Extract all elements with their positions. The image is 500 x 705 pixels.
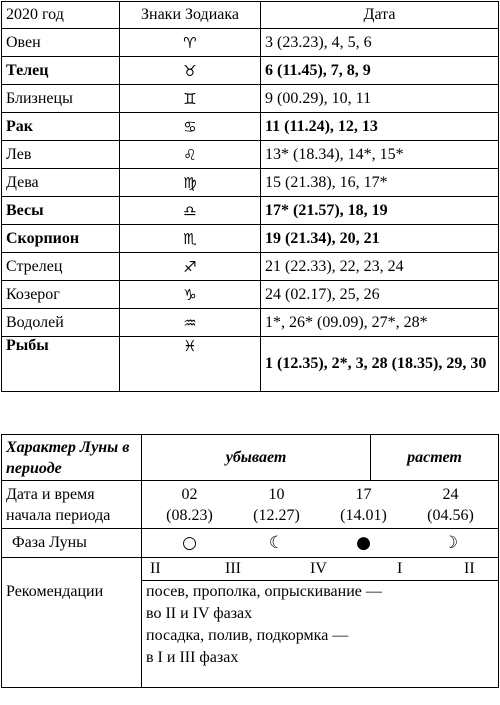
moon-dates-cell bbox=[142, 481, 499, 529]
moon-phase-table bbox=[1, 434, 499, 688]
zodiac-sign-name: Близнецы bbox=[2, 85, 120, 113]
moon-date-time: (08.23) bbox=[166, 506, 213, 524]
moon-phase-number: II bbox=[464, 560, 475, 577]
moon-date-day: 02 bbox=[181, 485, 198, 503]
zodiac-row bbox=[2, 225, 499, 253]
zodiac-sign-name: Стрелец bbox=[2, 253, 120, 281]
header-date: Дата bbox=[261, 2, 499, 29]
recommendation-line: посадка, полив, подкормка — bbox=[146, 627, 349, 644]
zodiac-dates: 15 (21.38), 16, 17* bbox=[261, 169, 499, 197]
moon-phase-icons bbox=[146, 533, 494, 553]
moon-waxing-label: растет bbox=[371, 435, 499, 481]
zodiac-dates: 17* (21.57), 18, 19 bbox=[261, 197, 499, 225]
header-signs: Знаки Зодиака bbox=[120, 2, 261, 29]
moon-date-time: (04.56) bbox=[427, 506, 474, 524]
moon-recommendations-text bbox=[142, 581, 499, 688]
moon-date-day: 17 bbox=[355, 485, 372, 503]
zodiac-sign-name: Дева bbox=[2, 169, 120, 197]
moon-date-item bbox=[146, 484, 233, 526]
zodiac-sign-icon: ♉ bbox=[120, 57, 261, 85]
zodiac-row bbox=[2, 281, 499, 309]
moon-phase-label: Фаза Луны bbox=[2, 529, 142, 558]
recommendation-line: посев, прополка, опрыскивание — bbox=[146, 583, 382, 600]
zodiac-sign-name: Телец bbox=[2, 57, 120, 85]
moon-dates-row bbox=[2, 481, 499, 529]
zodiac-sign-icon: ♌ bbox=[120, 141, 261, 169]
zodiac-dates: 19 (21.34), 20, 21 bbox=[261, 225, 499, 253]
zodiac-sign-icon: ♐ bbox=[120, 253, 261, 281]
zodiac-dates: 1 (12.35), 2*, 3, 28 (18.35), 29, 30 bbox=[261, 337, 499, 392]
new-moon-outline-icon: ○ bbox=[182, 533, 197, 553]
zodiac-row bbox=[2, 57, 499, 85]
moon-phase-number: II bbox=[150, 560, 161, 577]
zodiac-sign-icon: ♍ bbox=[120, 169, 261, 197]
moon-phase-number: IV bbox=[310, 560, 327, 577]
zodiac-row bbox=[2, 337, 499, 392]
zodiac-sign-icon: ♒ bbox=[120, 309, 261, 337]
moon-date-item bbox=[320, 484, 407, 526]
recommendation-line: во II и IV фазах bbox=[146, 605, 253, 622]
moon-date-time: (12.27) bbox=[253, 506, 300, 524]
zodiac-row bbox=[2, 141, 499, 169]
zodiac-row bbox=[2, 197, 499, 225]
zodiac-dates: 24 (02.17), 25, 26 bbox=[261, 281, 499, 309]
zodiac-sign-icon: ♋ bbox=[120, 113, 261, 141]
zodiac-row bbox=[2, 169, 499, 197]
moon-recommendations-label: Рекомендации bbox=[2, 581, 142, 688]
zodiac-sign-name: Лев bbox=[2, 141, 120, 169]
zodiac-dates: 6 (11.45), 7, 8, 9 bbox=[261, 57, 499, 85]
full-moon-filled-icon: ● bbox=[356, 533, 371, 553]
moon-phase-number: III bbox=[225, 560, 241, 577]
zodiac-sign-name: Весы bbox=[2, 197, 120, 225]
zodiac-dates: 3 (23.23), 4, 5, 6 bbox=[261, 29, 499, 57]
moon-waning-label: убывает bbox=[142, 435, 371, 481]
zodiac-row bbox=[2, 309, 499, 337]
zodiac-sign-name: Козерог bbox=[2, 281, 120, 309]
moon-character-row bbox=[2, 435, 499, 481]
zodiac-sign-name: Водолей bbox=[2, 309, 120, 337]
zodiac-sign-icon: ♎ bbox=[120, 197, 261, 225]
moon-dates-list bbox=[146, 484, 494, 526]
zodiac-row bbox=[2, 85, 499, 113]
moon-date-day: 10 bbox=[268, 485, 285, 503]
moon-dates-label: Дата и время начала периода bbox=[2, 481, 142, 529]
zodiac-sign-name: Овен bbox=[2, 29, 120, 57]
zodiac-sign-icon: ♊ bbox=[120, 85, 261, 113]
zodiac-row bbox=[2, 29, 499, 57]
zodiac-sign-name: Рыбы bbox=[2, 337, 120, 392]
zodiac-dates: 11 (11.24), 12, 13 bbox=[261, 113, 499, 141]
zodiac-row bbox=[2, 113, 499, 141]
moon-character-label: Характер Луны в периоде bbox=[2, 435, 142, 481]
moon-phase-row bbox=[2, 529, 499, 558]
zodiac-dates: 9 (00.29), 10, 11 bbox=[261, 85, 499, 113]
moon-date-item bbox=[233, 484, 320, 526]
recommendation-line: в I и III фазах bbox=[146, 649, 239, 666]
zodiac-row bbox=[2, 253, 499, 281]
zodiac-sign-icon: ♈ bbox=[120, 29, 261, 57]
zodiac-sign-icon: ♑ bbox=[120, 281, 261, 309]
zodiac-dates: 21 (22.33), 22, 23, 24 bbox=[261, 253, 499, 281]
moon-date-item bbox=[407, 484, 494, 526]
moon-phase-numbers bbox=[142, 558, 498, 580]
zodiac-dates: 1*, 26* (09.09), 27*, 28* bbox=[261, 309, 499, 337]
moon-date-day: 24 bbox=[442, 485, 459, 503]
moon-recommendations-row bbox=[2, 581, 499, 688]
zodiac-sign-name: Рак bbox=[2, 113, 120, 141]
zodiac-sign-icon: ♓ bbox=[120, 337, 261, 392]
zodiac-header-row bbox=[2, 2, 499, 29]
waning-crescent-icon: ☾ bbox=[268, 533, 285, 553]
moon-phase-numbers-blank bbox=[2, 558, 142, 581]
moon-phase-icons-cell bbox=[142, 529, 499, 558]
zodiac-table bbox=[1, 1, 499, 392]
zodiac-sign-icon: ♏ bbox=[120, 225, 261, 253]
moon-phase-number: I bbox=[397, 560, 403, 577]
moon-phase-numbers-row bbox=[2, 558, 499, 581]
waxing-crescent-icon: ☽ bbox=[442, 533, 459, 553]
zodiac-dates: 13* (18.34), 14*, 15* bbox=[261, 141, 499, 169]
moon-phase-numbers-cell bbox=[142, 558, 499, 581]
zodiac-sign-name: Скорпион bbox=[2, 225, 120, 253]
moon-date-time: (14.01) bbox=[340, 506, 387, 524]
header-year: 2020 год bbox=[2, 2, 120, 29]
